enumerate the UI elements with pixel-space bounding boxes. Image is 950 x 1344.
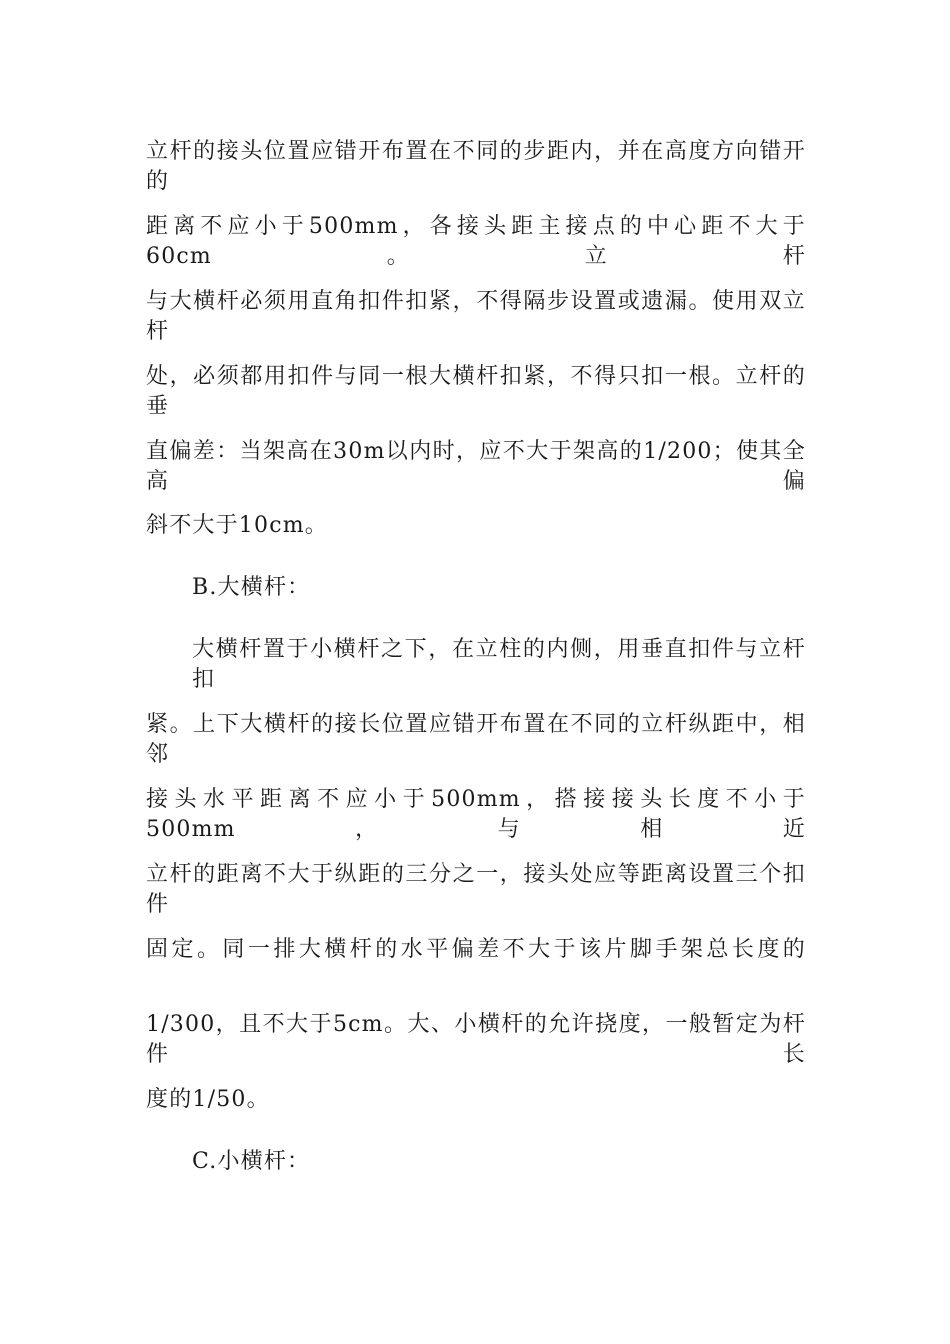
paragraph-line: 1/300，且不大于5cm。大、小横杆的允许挠度，一般暂定为杆件长 xyxy=(146,1012,806,1067)
paragraph-line: 固定。同一排大横杆的水平偏差不大于该片脚手架总长度的 xyxy=(146,937,806,962)
paragraph-line: 紧。上下大横杆的接长位置应错开布置在不同的立杆纵距中，相邻 xyxy=(146,712,806,767)
paragraph-line: 斜不大于10cm。 xyxy=(146,513,328,538)
paragraph-line: 接头水平距离不应小于500mm，搭接接头长度不小于500mm，与相近 xyxy=(146,787,806,842)
paragraph-line: 处，必须都用扣件与同一根大横杆扣紧，不得只扣一根。立杆的垂 xyxy=(146,364,806,419)
paragraph-line: 大横杆置于小横杆之下，在立柱的内侧，用垂直扣件与立杆扣 xyxy=(192,637,806,692)
paragraph-line: 距离不应小于500mm，各接头距主接点的中心距不大于60cm。立杆 xyxy=(146,214,806,269)
paragraph-line: 立杆的距离不大于纵距的三分之一，接头处应等距离设置三个扣件 xyxy=(146,862,806,917)
paragraph-line: 与大横杆必须用直角扣件扣紧，不得隔步设置或遗漏。使用双立杆 xyxy=(146,289,806,344)
section-heading-b: B.大横杆： xyxy=(192,575,311,600)
paragraph-line: 直偏差：当架高在30m以内时，应不大于架高的1/200；使其全高偏 xyxy=(146,439,806,494)
paragraph-line: 度的1/50。 xyxy=(146,1087,270,1112)
paragraph-line: 立杆的接头位置应错开布置在不同的步距内，并在高度方向错开的 xyxy=(146,139,806,194)
section-heading-c: C.小横杆： xyxy=(192,1149,311,1174)
